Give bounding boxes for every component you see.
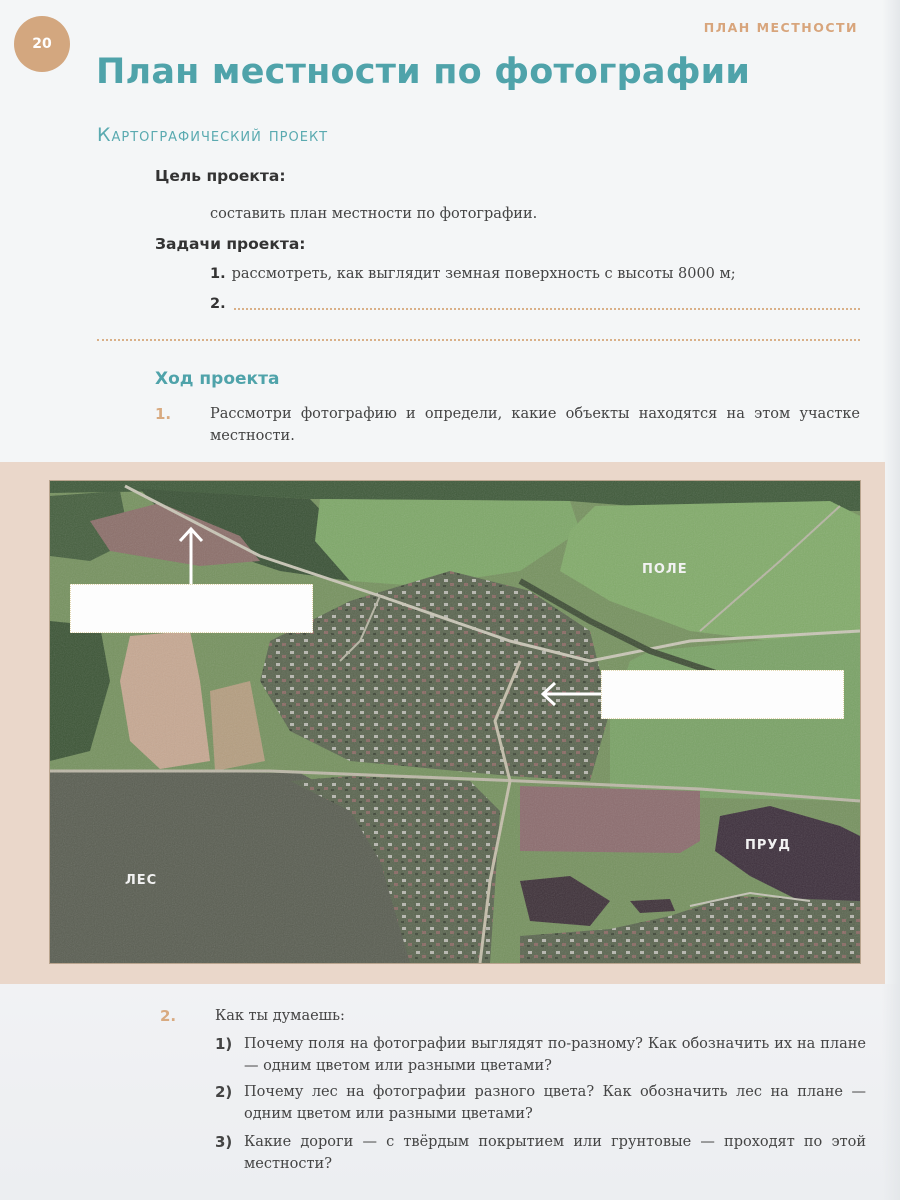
question-number: 2) [215,1083,233,1101]
question-1-text: Почему поля на фотографии выглядят по-разному? Как обозначить их на плане — одним цветом или разными цветами? [244,1036,866,1074]
tasks-label: Задачи проекта: [155,235,306,253]
task-2-answer-line[interactable] [234,308,860,310]
page-subtitle: Картографический проект [97,124,329,146]
answer-box-left[interactable] [70,584,313,633]
page-number-badge [14,16,70,72]
task-number: 2. [210,296,226,312]
question-number: 1) [215,1035,233,1053]
map-label-pond: ПРУД [745,838,792,853]
task-number: 1. [210,266,226,282]
step-number: 1. [155,405,172,423]
page-title: План местности по фотографии [96,52,751,92]
step-number: 2. [160,1007,177,1025]
answer-box-right[interactable] [601,670,844,719]
map-label-field: ПОЛЕ [642,562,688,577]
goal-text: составить план местности по фотографии. [210,206,538,222]
running-head: ПЛАН МЕСТНОСТИ [703,20,858,35]
question-3-text: Какие дороги — с твёрдым покрытием или грунтовые — проходят по этой местности? [244,1134,866,1172]
map-label-forest: ЛЕС [125,873,158,888]
step-2-text: Как ты думаешь: [215,1008,345,1024]
task-2-answer-line-continued[interactable] [97,339,860,341]
goal-label: Цель проекта: [155,167,286,185]
task-item-1 [210,266,736,282]
aerial-photo [49,480,861,964]
page-number: 20 [32,36,52,52]
task-item-2 [210,296,232,312]
aerial-photo-drawing [50,481,860,963]
question-number: 3) [215,1133,233,1151]
progress-heading: Ход проекта [155,369,280,389]
step-1-text: Рассмотри фотографию и определи, какие объекты находятся на этом участке местности. [210,406,860,444]
question-2-text: Почему лес на фотографии разного цвета? Как обозначить лес на плане — одним цветом или разными цветами? [244,1084,866,1122]
task-text: рассмотреть, как выглядит земная поверхность с высоты 8000 м; [231,266,736,282]
